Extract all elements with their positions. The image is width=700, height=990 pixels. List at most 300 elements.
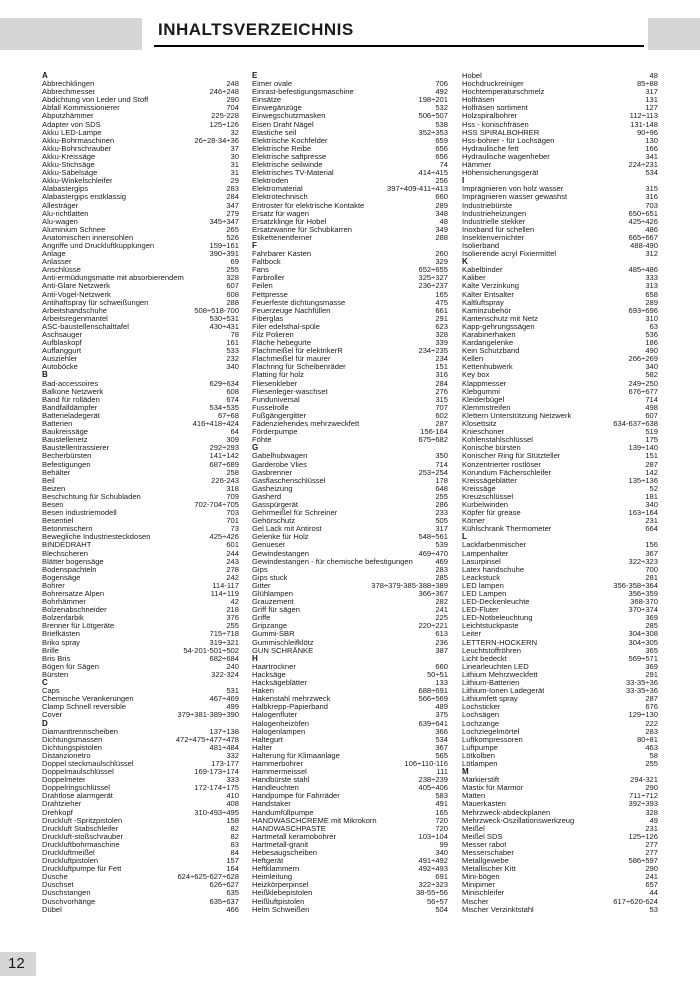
index-entry: [252, 493, 448, 501]
index-entry-term: Einwegschutzmasken: [252, 112, 326, 121]
header-bar-left-block: [0, 18, 142, 50]
index-entry: [252, 112, 448, 120]
index-entry-pages: 289: [645, 297, 658, 307]
index-entry: [252, 865, 448, 873]
index-entry: [462, 145, 658, 153]
index-entry-pages: 488-490: [630, 240, 658, 250]
index-entry-term: Dusche: [42, 873, 68, 882]
index-entry-term: Mauerkasten: [462, 800, 506, 809]
index-entry-term: Bohrer: [42, 581, 65, 590]
index-entry-term: Bolzenabschneider: [42, 606, 107, 615]
index-entry-term: Halogenlampen: [252, 727, 306, 736]
index-entry-term: Körner: [462, 517, 485, 526]
index-entry-term: Kettenhubwerk: [462, 363, 513, 372]
index-entry-term: Clamp Schnell reversible: [42, 703, 126, 712]
index-entry-pages: 52: [649, 483, 658, 493]
index-entry-term: Gasbrenner: [252, 468, 293, 477]
index-entry-term: Druckluft-stoßschrauber: [42, 832, 124, 841]
index-entry-pages: 349: [435, 224, 448, 234]
index-entry-pages: 158: [226, 815, 239, 825]
index-entry-pages: 607: [226, 281, 239, 291]
index-entry-term: Glühlampen: [252, 590, 293, 598]
index-entry-term: Brille: [42, 646, 59, 655]
index-entry: [252, 800, 448, 808]
index-entry: [42, 533, 239, 541]
index-entry: [252, 736, 448, 744]
index-entry: [462, 169, 658, 177]
index-entry-term: Betonmischern: [42, 525, 93, 534]
index-entry-pages: 498: [645, 402, 658, 412]
index-entry-term: Beschichtung für Schubladen: [42, 492, 141, 501]
index-entry-term: Flachmeißel für elektrikerR: [252, 347, 343, 356]
index-entry-pages: 339: [435, 338, 448, 348]
index-entry-pages: 90÷96: [636, 127, 658, 137]
index-entry-pages: 232: [226, 354, 239, 364]
index-entry-term: Industrielle stekker: [462, 217, 526, 226]
index-entry-term: Balkone Netzwerk: [42, 387, 104, 396]
index-letter-heading: L: [462, 532, 467, 542]
index-entry-term: Duschstangen: [42, 889, 91, 898]
index-entry-term: Holzspiralbohrer: [462, 112, 518, 121]
index-entry: [42, 566, 239, 574]
index-entry: [42, 906, 239, 914]
index-entry: [42, 169, 239, 177]
index-entry-pages: 658: [645, 289, 658, 299]
index-entry-pages: 340: [226, 362, 239, 372]
index-entry-pages: 691: [435, 872, 448, 882]
index-entry: [42, 898, 239, 906]
index-entry-pages: 425÷426: [628, 216, 658, 226]
index-entry-term: Doppelringschlüssel: [42, 784, 110, 793]
index-entry-pages: 376: [226, 613, 239, 623]
index-entry-pages: 378÷379-385-388÷389: [371, 580, 448, 590]
index-entry-pages: 316: [645, 192, 658, 202]
index-entry-term: Fans: [252, 266, 269, 275]
index-entry-pages: 657: [645, 880, 658, 890]
index-entry-term: Alabastergips erstklassig: [42, 193, 126, 202]
index-entry-pages: 82: [230, 831, 239, 841]
index-entry: [42, 218, 239, 226]
index-letter-heading: K: [462, 257, 468, 267]
index-entry: [252, 420, 448, 428]
index-entry-pages: 276: [435, 386, 448, 396]
index-entry-pages: 33-35÷36: [625, 686, 658, 696]
index-entry-term: LED lampen: [462, 581, 504, 590]
index-entry: [252, 282, 448, 290]
index-entry-pages: 410: [226, 791, 239, 801]
index-entry-pages: 33-35÷36: [625, 678, 658, 688]
index-entry-pages: 328: [645, 807, 658, 817]
index-entry-term: Eimer ovale: [252, 80, 293, 89]
index-entry-term: Angriffe und Druckluftkupplungen: [42, 241, 155, 250]
index-entry-pages: 701: [226, 516, 239, 526]
index-entry: [42, 193, 239, 201]
index-entry-pages: 652÷655: [418, 265, 448, 275]
index-entry-pages: 676÷677: [628, 386, 658, 396]
index-entry: [42, 137, 239, 145]
index-entry-term: Doppelmeter: [42, 776, 86, 785]
index-entry-pages: 58: [649, 750, 658, 760]
index-entry-term: Briko spray: [42, 638, 80, 647]
index-entry-pages: 322-324: [211, 669, 239, 679]
index-entry-term: Lasurpinsel: [462, 557, 501, 566]
index-entry: [42, 550, 239, 558]
index-entry-pages: 318: [226, 483, 239, 493]
index-entry-pages: 352÷353: [418, 127, 448, 137]
index-entry: [42, 477, 239, 485]
index-entry-pages: 233: [435, 508, 448, 518]
index-entry-pages: 78: [230, 330, 239, 339]
index-entry-pages: 329: [435, 257, 448, 267]
index-entry-term: Druckluft -Spritzpistolen: [42, 816, 123, 825]
index-entry-pages: 341: [645, 151, 658, 161]
index-entry: [462, 728, 658, 736]
index-entry: [462, 274, 658, 282]
index-entry-term: Minischleifer: [462, 889, 505, 898]
index-entry: [252, 129, 448, 137]
index-entry-term: Akku-Winkelschleifer: [42, 177, 113, 186]
index-entry-term: Ersatzklinge für Hobel: [252, 217, 327, 226]
index-entry: [462, 906, 658, 914]
index-entry: [252, 663, 448, 671]
index-entry-pages: 469÷470: [418, 548, 448, 558]
index-entry-pages: 340: [645, 499, 658, 509]
index-entry-pages: 659: [435, 135, 448, 145]
index-entry-pages: 156: [645, 540, 658, 550]
index-entry: [42, 598, 239, 606]
index-entry-pages: 333: [645, 273, 658, 283]
index-entry: [462, 104, 658, 112]
index-entry-term: Anatomischen innensohlen: [42, 233, 134, 242]
index-entry: [252, 363, 448, 371]
index-entry-term: Batterieladegerät: [42, 411, 100, 420]
index-entry-term: Kapp-gehrungssägen: [462, 322, 535, 331]
index-entry-term: Knieschoner: [462, 428, 505, 437]
index-entry-pages: 127: [645, 103, 658, 113]
index-entry-pages: 566÷569: [418, 694, 448, 704]
index-entry: [252, 744, 448, 752]
index-entry: [42, 792, 239, 800]
index-entry: [462, 687, 658, 695]
index-entry-term: Funduniversal: [252, 395, 300, 404]
index-entry: [252, 315, 448, 323]
index-entry: [42, 461, 239, 469]
index-entry: [462, 161, 658, 169]
index-entry: [462, 88, 658, 96]
index-entry-term: Gewindestangen - für chemische befestigungen: [252, 557, 413, 566]
index-entry-term: Hammerbohrer: [252, 759, 304, 768]
index-entry-pages: 48: [649, 71, 658, 80]
index-entry-term: Diamanttrennscheiben: [42, 727, 118, 736]
index-entry-term: Heizkörperpinsel: [252, 881, 309, 890]
index-entry-term: Band für rolläden: [42, 395, 100, 404]
index-entry-pages: 340: [435, 848, 448, 857]
index-entry-pages: 490: [645, 346, 658, 356]
index-entry-pages: 198÷201: [418, 95, 448, 105]
index-entry-term: Insektenvernichter: [462, 233, 525, 242]
index-entry-term: Genueser: [252, 541, 286, 550]
index-entry: [252, 517, 448, 525]
index-entry-pages: 532: [435, 103, 448, 113]
index-entry: [42, 881, 239, 889]
index-entry-term: Haken: [252, 687, 274, 696]
index-entry: [42, 784, 239, 792]
index-entry-term: Gasflaschenschlüssel: [252, 476, 326, 485]
index-entry: [42, 258, 239, 266]
index-entry: [42, 323, 239, 331]
index-entry-term: Gasspürgerät: [252, 500, 299, 509]
index-entry-term: Kardangelenke: [462, 339, 514, 348]
index-entry: [42, 177, 239, 185]
index-entry-term: Leichtstuckpaste: [462, 622, 519, 631]
index-entry-term: Entroster für elektrische Kontakte: [252, 201, 365, 210]
index-entry-pages: 48: [439, 216, 448, 226]
index-letter-heading: M: [462, 767, 469, 777]
index-entry-pages: 467÷469: [209, 694, 239, 704]
index-entry-pages: 42: [230, 597, 239, 607]
index-entry-term: Hammermeissel: [252, 768, 307, 777]
index-entry: [252, 671, 448, 679]
index-entry: [252, 412, 448, 420]
index-entry-term: Bandfalldämpfer: [42, 403, 98, 412]
index-entry-term: Föhte: [252, 436, 272, 445]
index-entry: [462, 865, 658, 873]
index-entry-pages: 485÷486: [628, 265, 658, 275]
index-entry-term: Bolzenfarbik: [42, 614, 84, 623]
index-entry: [252, 371, 448, 379]
index-entry-term: Eisen Draht Nägel: [252, 120, 314, 129]
index-entry-term: Holfräsen sortiment: [462, 104, 528, 113]
index-entry-term: Meißel SDS: [462, 832, 503, 841]
index-entry-term: Elektrisches TV-Material: [252, 169, 334, 178]
index-entry-term: Klappmesser: [462, 379, 507, 388]
index-entry-term: Gasherd: [252, 492, 282, 501]
index-entry-term: Kaminzubehör: [462, 306, 511, 315]
index-entry-term: Kreissägeblätter: [462, 476, 517, 485]
index-entry: [462, 760, 658, 768]
index-entry: [252, 809, 448, 817]
index-entry: [42, 752, 239, 760]
index-entry-pages: 682÷684: [209, 653, 239, 663]
index-entry-pages: 356-358÷364: [613, 580, 658, 590]
index-entry: [42, 541, 239, 549]
index-entry: [252, 728, 448, 736]
index-letter-heading: G: [252, 443, 259, 453]
index-entry-term: Kaltluftspray: [462, 298, 504, 307]
index-entry: [252, 202, 448, 210]
index-entry-term: Faltbock: [252, 258, 281, 267]
index-entry: [252, 501, 448, 509]
index-entry-term: Lithiumfett spray: [462, 695, 518, 704]
index-entry-term: Leiter: [462, 630, 481, 639]
index-entry: [462, 517, 658, 525]
index-entry-term: Gelenke für Holz: [252, 533, 309, 542]
index-entry-term: Baustellentrassierer: [42, 444, 110, 453]
index-entry: [252, 622, 448, 630]
index-letter-heading: F: [252, 240, 257, 250]
index-entry: [42, 663, 239, 671]
index-entry-pages: 133: [435, 678, 448, 688]
index-entry-pages: 112÷113: [629, 111, 658, 121]
index-letter-heading: H: [252, 653, 258, 663]
index-entry-pages: 582: [645, 370, 658, 380]
index-entry-pages: 277: [645, 848, 658, 857]
index-entry-pages: 583: [435, 791, 448, 801]
index-entry-term: Fädenziehendes mehrzweckfett: [252, 420, 360, 429]
index-entry-pages: 288: [226, 297, 239, 307]
index-entry: [462, 242, 658, 250]
index-entry-pages: 350: [435, 451, 448, 461]
index-entry: [42, 428, 239, 436]
index-entry-term: Hss - konischfräsen: [462, 120, 529, 129]
index-entry: [252, 566, 448, 574]
index-entry: [252, 153, 448, 161]
index-entry-pages: 492÷493: [418, 864, 448, 874]
index-letter-heading: B: [42, 370, 48, 380]
index-entry: [252, 833, 448, 841]
index-entry-pages: 244: [226, 548, 239, 558]
index-entry: [462, 420, 658, 428]
index-entry-pages: 687÷689: [209, 459, 239, 469]
index-entry-term: Elektrische seilwinde: [252, 161, 323, 170]
index-entry-pages: 317: [435, 524, 448, 534]
index-entry: [462, 250, 658, 258]
index-entry-term: Mini-bögen: [462, 873, 500, 882]
index-entry: [462, 218, 658, 226]
index-entry: [252, 630, 448, 638]
index-entry-term: Handumfüllpumpe: [252, 808, 314, 817]
index-entry-term: Inoxband für schellen: [462, 225, 535, 234]
index-entry: [462, 388, 658, 396]
index-entry-term: Fusselrolle: [252, 403, 289, 412]
index-entry-term: Konischer Ring für Stützteller: [462, 452, 561, 461]
index-entry-term: Bohrersatze Alpen: [42, 590, 105, 598]
index-entry-term: Halter: [252, 743, 273, 752]
index-entry: [252, 323, 448, 331]
index-entry: [42, 226, 239, 234]
index-entry-term: Flatting für holz: [252, 371, 304, 380]
index-entry-term: Arbeitsregenmantel: [42, 314, 108, 323]
index-entry-term: LETTERN-HOCKERN: [462, 638, 538, 647]
index-entry-term: Distanzionetro: [42, 751, 91, 760]
index-entry-pages: 475: [435, 297, 448, 307]
index-entry-pages: 131: [645, 95, 658, 105]
index-entry-term: Helm Schweißen: [252, 905, 310, 914]
index-entry-term: Luftkompressoren: [462, 735, 523, 744]
index-entry-term: Baukreissäge: [42, 428, 89, 437]
index-entry-pages: 379÷381-389÷390: [177, 710, 239, 720]
index-entry: [42, 817, 239, 825]
index-entry-term: Elektrische Kochfelder: [252, 136, 328, 145]
index-entry: [462, 736, 658, 744]
index-entry: [42, 380, 239, 388]
index-entry-term: Lithium-Batterien: [462, 679, 520, 688]
index-entry: [462, 323, 658, 331]
index-entry-pages: 157: [226, 856, 239, 866]
index-entry: [42, 420, 239, 428]
index-entry-pages: 711÷712: [629, 791, 658, 801]
index-entry: [42, 250, 239, 258]
index-entry-term: Chemische Verankerungen: [42, 695, 134, 704]
index-entry: [42, 833, 239, 841]
index-entry-pages: 277: [645, 839, 658, 849]
index-entry-term: Einrast-befestigungsmaschine: [252, 88, 354, 97]
index-entry: [462, 525, 658, 533]
index-entry-pages: 664: [645, 524, 658, 534]
index-entry: [252, 193, 448, 201]
index-entry-term: Druckluftbohrmaschine: [42, 840, 120, 849]
index-entry: [42, 274, 239, 282]
index-entry-pages: 416÷418÷424: [192, 419, 239, 429]
index-entry-pages: 282: [435, 597, 448, 607]
index-entry-term: Kreissäge: [462, 484, 496, 493]
index-entry-pages: 635: [226, 888, 239, 898]
index-entry-pages: 315: [435, 394, 448, 404]
index-entry-pages: 650÷651: [628, 208, 658, 218]
index-entry-term: Bodenspachteln: [42, 565, 97, 574]
index-entry-term: LED-Fluter: [462, 606, 499, 615]
index-entry-term: Kaliber: [462, 274, 486, 283]
index-entry-term: Lithium Mehrzweckfett: [462, 670, 538, 679]
index-entry-pages: 169-173÷174: [194, 767, 239, 777]
index-entry-pages: 328: [435, 330, 448, 339]
index-entry-pages: 135÷136: [628, 475, 658, 485]
index-entry-term: LED-Notbeleuchtung: [462, 614, 533, 623]
index-entry-pages: 175: [645, 435, 658, 445]
index-entry: [462, 493, 658, 501]
index-entry-pages: 703: [645, 200, 658, 210]
index-entry-term: Filz Polieren: [252, 331, 294, 339]
index-entry-term: Mastix für Marmor: [462, 784, 524, 793]
index-entry-term: Griff für sägen: [252, 606, 300, 615]
index-entry-pages: 715÷718: [209, 629, 239, 639]
index-entry-term: Hobel: [462, 72, 482, 80]
index-entry: [252, 388, 448, 396]
index-entry-term: Fußgängergitter: [252, 411, 307, 420]
index-entry-term: Einwegänzüge: [252, 104, 302, 113]
index-entry-term: Feilen: [252, 282, 273, 291]
index-entry: [252, 598, 448, 606]
index-entry-term: Licht bedeckt: [462, 654, 507, 663]
index-entry-pages: 74: [439, 160, 448, 170]
index-entry-term: Kantenschutz mit Netz: [462, 314, 538, 323]
index-entry: [42, 388, 239, 396]
index-entry-pages: 151: [645, 451, 658, 461]
index-letter-heading: E: [252, 71, 258, 80]
index-entry-term: Industriebürste: [462, 201, 513, 210]
index-entry-term: Aschsauger: [42, 331, 83, 339]
index-entry: [462, 776, 658, 784]
index-entry: [462, 355, 658, 363]
index-entry-term: Minipimer: [462, 881, 495, 890]
index-entry-term: Mehrzweck-abdeckplanen: [462, 808, 551, 817]
index-entry-pages: 225: [435, 613, 448, 623]
index-entry: [462, 566, 658, 574]
index-entry-term: Doppelmaulschlüssel: [42, 768, 114, 777]
index-entry-pages: 425÷426: [209, 532, 239, 542]
index-entry-term: Flachmeißel für maurer: [252, 355, 331, 364]
index-entry-pages: 366: [435, 726, 448, 736]
index-entry-term: Kalter Entsalter: [462, 290, 514, 299]
index-entry-term: Akku-Stichsäge: [42, 161, 95, 170]
index-entry-term: Akku-Bohrmaschinen: [42, 136, 115, 145]
index-entry-term: Holfräsen: [462, 96, 495, 105]
index-entry-pages: 702-704÷705: [194, 499, 239, 509]
index-entry-term: Besen: [42, 500, 64, 509]
index-entry-term: Klettern Unterstützung Netzwerk: [462, 411, 572, 420]
index-entry-term: Haltegurt: [252, 735, 283, 744]
page-title: INHALTSVERZEICHNIS: [158, 20, 354, 39]
